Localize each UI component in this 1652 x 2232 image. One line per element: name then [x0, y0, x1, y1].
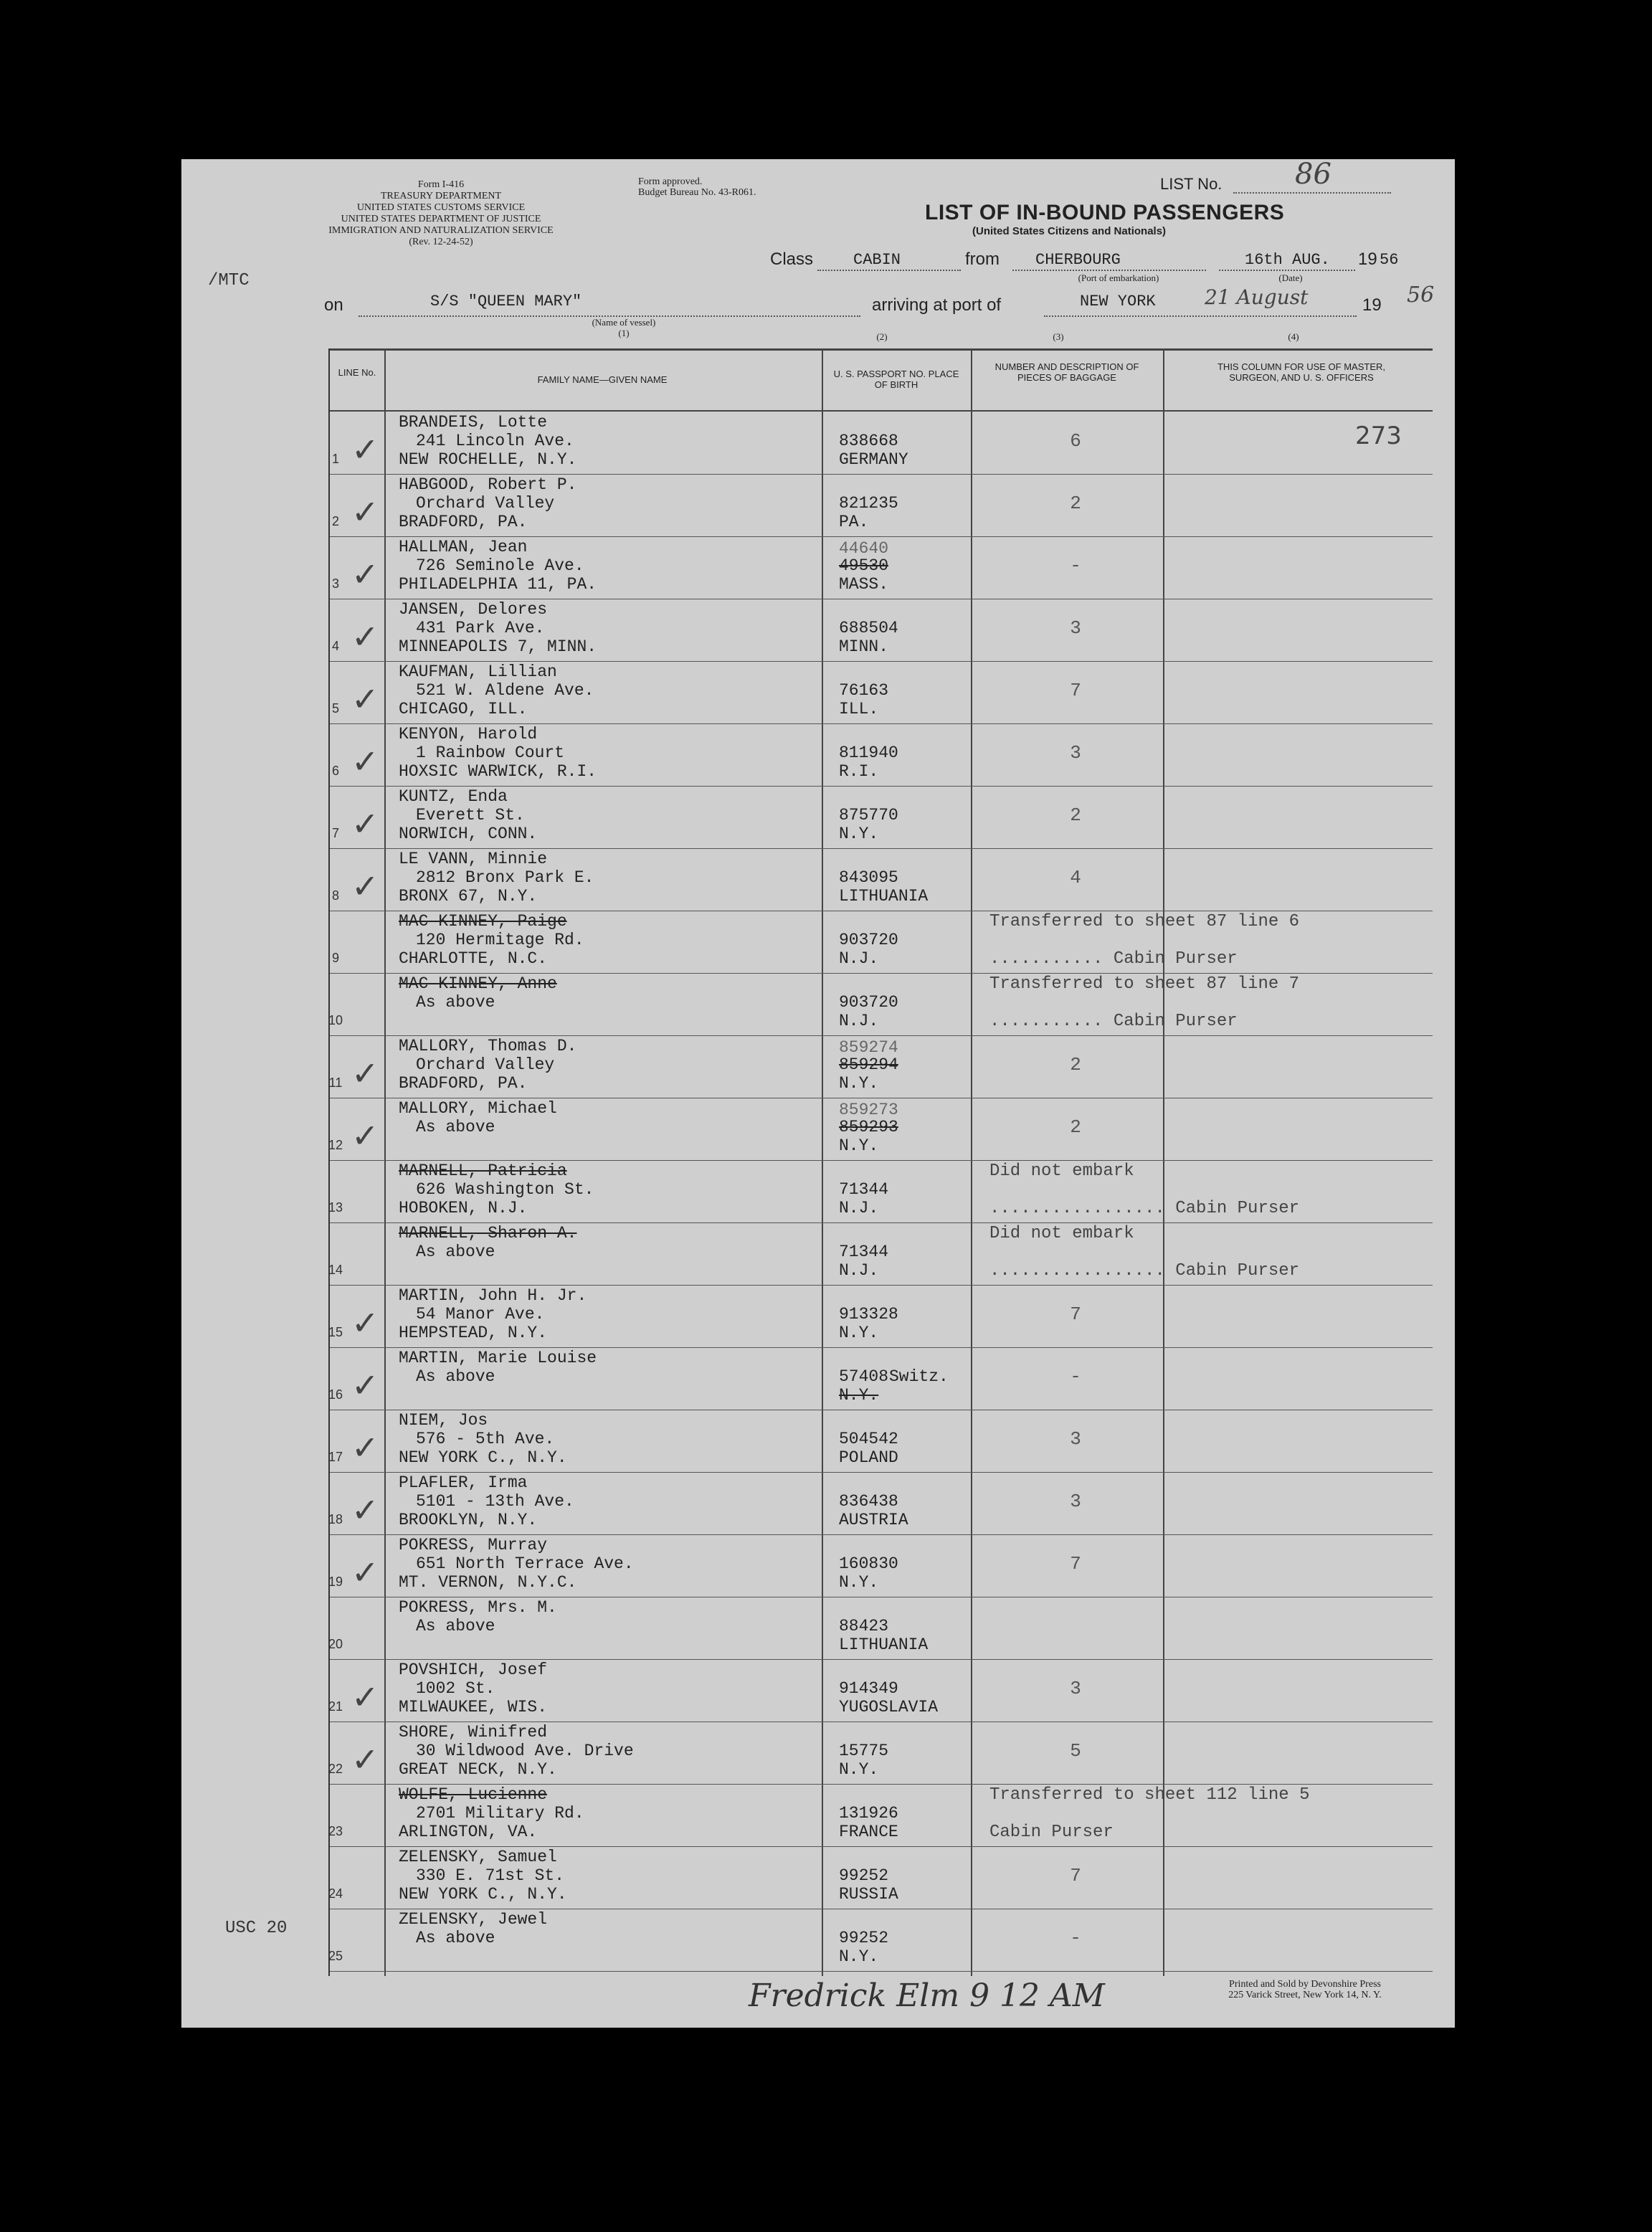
passenger-name: MALLORY, Michael [399, 1099, 557, 1118]
signature: Fredrick Elm 9 12 AM [749, 1977, 1105, 2014]
address-line-2: NORWICH, CONN. [399, 825, 538, 843]
passenger-name: MARNELL, Patricia [399, 1162, 567, 1180]
address-line-1: 431 Park Ave. [416, 619, 545, 637]
passenger-table [328, 348, 1433, 1976]
address-line-2: NEW ROCHELLE, N.Y. [399, 450, 577, 469]
class-label: Class [770, 250, 814, 269]
passport-number: 811940 [839, 744, 898, 762]
passport-number: 838668 [839, 432, 898, 450]
form-approved: Form approved. [638, 176, 703, 187]
printer-address: 225 Varick Street, New York 14, N. Y. [1228, 1990, 1382, 2000]
address-line-1: 521 W. Aldene Ave. [416, 681, 594, 700]
class-underline [817, 270, 961, 271]
address-line-2: MILWAUKEE, WIS. [399, 1698, 548, 1716]
place-of-birth: N.Y. [839, 1324, 879, 1342]
address-line-1: Orchard Valley [416, 494, 555, 513]
passport-number: 71344 [839, 1243, 889, 1261]
address-line-2: BRADFORD, PA. [399, 513, 528, 531]
passport-number: 99252 [839, 1929, 889, 1947]
table-row [330, 723, 1433, 787]
address-line-2: NEW YORK C., N.Y. [399, 1448, 567, 1467]
passport-number: 859274 [839, 1038, 898, 1057]
printer-imprint [1162, 1979, 1448, 2000]
baggage-count: 3 [1070, 617, 1081, 639]
line-number: 7 [331, 826, 339, 840]
place-of-birth: N.Y. [839, 1136, 879, 1155]
check-mark-icon: ✓ [351, 1491, 379, 1529]
baggage-count: 7 [1070, 680, 1081, 701]
baggage-count: 7 [1070, 1303, 1081, 1325]
passenger-name: KENYON, Harold [399, 725, 538, 744]
line-number: 22 [328, 1762, 343, 1776]
place-of-birth: N.Y. [839, 1947, 879, 1966]
purser-note: Transferred to sheet 112 line 5 [989, 1785, 1310, 1805]
place-of-birth: ILL. [839, 700, 879, 718]
place-of-birth: PA. [839, 513, 869, 531]
line-number: 15 [328, 1325, 343, 1339]
arrival-year-prefix: 19 [1362, 295, 1382, 315]
arriving-label: arriving at port of [872, 295, 1002, 315]
check-mark-icon: ✓ [351, 1054, 379, 1093]
place-of-birth: FRANCE [839, 1823, 898, 1841]
passenger-name: POVSHICH, Josef [399, 1661, 548, 1679]
baggage-count: 5 [1070, 1740, 1081, 1762]
address-line-1: As above [416, 993, 495, 1012]
purser-note-signoff: ................. Cabin Purser [989, 1261, 1300, 1281]
passport-number: 160830 [839, 1554, 898, 1573]
table-row [330, 1534, 1433, 1597]
vessel-value: S/S "QUEEN MARY" [430, 293, 582, 310]
passport-number: 688504 [839, 619, 898, 637]
table-row [330, 1597, 1433, 1660]
table-row [330, 661, 1433, 724]
check-mark-icon: ✓ [351, 804, 379, 843]
address-line-2: GREAT NECK, N.Y. [399, 1760, 557, 1779]
line-number: 2 [331, 514, 339, 528]
address-line-2: CHARLOTTE, N.C. [399, 949, 548, 968]
address-line-1: 626 Washington St. [416, 1180, 594, 1199]
passenger-name: HALLMAN, Jean [399, 538, 528, 556]
address-line-1: 241 Lincoln Ave. [416, 432, 574, 450]
place-of-birth: N.J. [839, 949, 879, 968]
address-line-2: HOBOKEN, N.J. [399, 1199, 528, 1217]
table-row [330, 848, 1433, 911]
line-number: 16 [328, 1387, 343, 1402]
purser-note-signoff: ........... Cabin Purser [989, 949, 1238, 969]
line-number: 8 [331, 888, 339, 903]
line-number: 6 [331, 764, 339, 778]
purser-note-signoff: ........... Cabin Purser [989, 1012, 1238, 1031]
line-number: 4 [331, 639, 339, 653]
table-top-rule [330, 348, 1433, 351]
table-row [330, 1846, 1433, 1909]
address-line-2: BRONX 67, N.Y. [399, 887, 538, 906]
date-underline [1219, 270, 1355, 271]
column-number-1: (1) [618, 328, 630, 338]
place-of-birth: R.I. [839, 762, 879, 781]
passenger-name: POKRESS, Mrs. M. [399, 1598, 557, 1617]
address-line-1: 30 Wildwood Ave. Drive [416, 1742, 634, 1760]
column-number-2: (2) [876, 331, 888, 342]
treasury-department: TREASURY DEPARTMENT [380, 191, 502, 201]
address-line-1: 2812 Bronx Park E. [416, 868, 594, 887]
passenger-name: JANSEN, Delores [399, 600, 548, 619]
table-row [330, 1098, 1433, 1161]
vessel-caption-text: (Name of vessel) [592, 317, 656, 328]
check-mark-icon: ✓ [351, 742, 379, 781]
baggage-count: - [1070, 1927, 1081, 1949]
passport-number: 71344 [839, 1180, 889, 1199]
passenger-name: ZELENSKY, Samuel [399, 1848, 557, 1866]
table-row [330, 1659, 1433, 1722]
check-mark-icon: ✓ [351, 1428, 379, 1467]
address-line-1: Orchard Valley [416, 1055, 555, 1074]
baggage-count: 7 [1070, 1553, 1081, 1575]
baggage-count: 4 [1070, 867, 1081, 888]
passport-number: 88423 [839, 1617, 889, 1635]
check-mark-icon: ✓ [351, 1303, 379, 1342]
line-number: 13 [328, 1200, 343, 1215]
port-value: NEW YORK [1080, 293, 1156, 310]
address-line-1: 2701 Military Rd. [416, 1804, 584, 1823]
table-row [330, 911, 1433, 974]
place-of-birth: N.J. [839, 1261, 879, 1280]
passport-number-struck: 859294 [839, 1055, 898, 1074]
baggage-count: 7 [1070, 1865, 1081, 1886]
purser-note: Did not embark [989, 1162, 1134, 1181]
budget-bureau-no: Budget Bureau No. 43-R061. [638, 187, 756, 198]
form-title: LIST OF IN-BOUND PASSENGERS [925, 201, 1285, 224]
passport-number: 913328 [839, 1305, 898, 1324]
form-block [323, 179, 559, 248]
passenger-name: KUNTZ, Enda [399, 787, 508, 806]
table-row [330, 1410, 1433, 1473]
passenger-name: ZELENSKY, Jewel [399, 1910, 548, 1929]
passenger-name: MALLORY, Thomas D. [399, 1037, 577, 1055]
vessel-caption [574, 317, 674, 338]
table-row [330, 474, 1433, 537]
from-caption: (Port of embarkation) [1078, 272, 1159, 283]
table-row [330, 1035, 1433, 1098]
address-line-2: ARLINGTON, VA. [399, 1823, 538, 1841]
line-number: 19 [328, 1575, 343, 1589]
officer-count: 273 [1355, 422, 1402, 450]
address-line-1: As above [416, 1118, 495, 1136]
passenger-name: WOLFE, Lucienne [399, 1785, 548, 1804]
from-underline [1012, 270, 1206, 271]
line-number: 21 [328, 1699, 343, 1714]
passenger-name: NIEM, Jos [399, 1411, 488, 1430]
passport-number: 44640 [839, 539, 889, 558]
passport-number-struck: 859293 [839, 1118, 898, 1136]
address-line-2: MT. VERNON, N.Y.C. [399, 1573, 577, 1592]
baggage-count: 3 [1070, 1678, 1081, 1699]
passenger-name: HABGOOD, Robert P. [399, 475, 577, 494]
date-caption: (Date) [1278, 272, 1303, 283]
year-prefix: 19 [1358, 250, 1377, 269]
address-line-1: 726 Seminole Ave. [416, 556, 584, 575]
check-mark-icon: ✓ [351, 1740, 379, 1779]
baggage-count: 3 [1070, 1491, 1081, 1512]
passport-number: 836438 [839, 1492, 898, 1511]
place-of-birth: MASS. [839, 575, 889, 594]
table-row [330, 1285, 1433, 1348]
address-line-2: HOXSIC WARWICK, R.I. [399, 762, 597, 781]
passenger-name: KAUFMAN, Lillian [399, 663, 557, 681]
passport-number: 859273 [839, 1101, 898, 1119]
line-number: 14 [328, 1263, 343, 1277]
check-mark-icon: ✓ [351, 430, 379, 469]
revision-date: (Rev. 12-24-52) [409, 237, 473, 247]
address-line-1: As above [416, 1243, 495, 1261]
line-number: 25 [328, 1949, 343, 1963]
printer-name: Printed and Sold by Devonshire Press [1229, 1979, 1381, 1990]
list-no-value: 86 [1295, 158, 1331, 191]
passport-number: 57408 [839, 1367, 889, 1386]
line-number: 23 [328, 1824, 343, 1838]
passenger-name: MARTIN, John H. Jr. [399, 1286, 587, 1305]
address-line-1: 1 Rainbow Court [416, 744, 565, 762]
place-of-birth: LITHUANIA [839, 887, 929, 906]
line-number: 20 [328, 1637, 343, 1651]
purser-note: Transferred to sheet 87 line 7 [989, 974, 1300, 994]
address-line-2: MINNEAPOLIS 7, MINN. [399, 637, 597, 656]
passenger-name: LE VANN, Minnie [399, 850, 548, 868]
place-of-birth: N.J. [839, 1199, 879, 1217]
address-line-1: As above [416, 1617, 495, 1635]
table-row [330, 1222, 1433, 1286]
table-row [330, 1160, 1433, 1223]
from-value: CHERBOURG [1035, 251, 1121, 269]
on-label: on [324, 295, 343, 315]
passport-number-struck: 49530 [839, 556, 889, 575]
address-line-2: PHILADELPHIA 11, PA. [399, 575, 597, 594]
place-of-birth: N.Y. [839, 825, 879, 843]
department-of-justice: UNITED STATES DEPARTMENT OF JUSTICE [341, 214, 541, 224]
address-line-1: Everett St. [416, 806, 525, 825]
address-line-2: HEMPSTEAD, N.Y. [399, 1324, 548, 1342]
passenger-name: POKRESS, Murray [399, 1536, 548, 1554]
column-number-3: (3) [1053, 331, 1064, 342]
baggage-count: 6 [1070, 430, 1081, 452]
passport-number: 821235 [839, 494, 898, 513]
line-number: 11 [328, 1075, 343, 1090]
address-line-2: BRADFORD, PA. [399, 1074, 528, 1093]
place-of-birth: N.J. [839, 1012, 879, 1030]
col-header-baggage: NUMBER AND DESCRIPTION OF PIECES OF BAGGAGE [994, 361, 1139, 383]
check-mark-icon: ✓ [351, 1366, 379, 1405]
baggage-count: 2 [1070, 493, 1081, 514]
place-of-birth: LITHUANIA [839, 1635, 929, 1654]
purser-note-signoff: Cabin Purser [989, 1823, 1114, 1842]
check-mark-icon: ✓ [351, 493, 379, 531]
bottom-margin-code: USC 20 [225, 1919, 288, 1938]
check-mark-icon: ✓ [351, 555, 379, 594]
purser-note-signoff: ................. Cabin Purser [989, 1199, 1300, 1218]
line-number: 10 [328, 1013, 343, 1027]
address-line-1: 5101 - 13th Ave. [416, 1492, 574, 1511]
year-suffix: 56 [1380, 251, 1399, 269]
passport-number: 914349 [839, 1679, 898, 1698]
passenger-name: PLAFLER, Irma [399, 1473, 528, 1492]
address-line-1: 651 North Terrace Ave. [416, 1554, 634, 1573]
from-label: from [965, 250, 1000, 269]
place-of-birth: GERMANY [839, 450, 908, 469]
place-of-birth-struck: N.Y. [839, 1386, 879, 1405]
purser-note: Transferred to sheet 87 line 6 [989, 912, 1300, 931]
address-line-2: CHICAGO, ILL. [399, 700, 528, 718]
line-number: 3 [331, 576, 339, 591]
address-line-2: NEW YORK C., N.Y. [399, 1885, 567, 1904]
address-line-2: BROOKLYN, N.Y. [399, 1511, 538, 1529]
left-margin-code: /MTC [208, 271, 250, 290]
baggage-count: - [1070, 555, 1081, 576]
baggage-count: 3 [1070, 742, 1081, 764]
baggage-count: 2 [1070, 804, 1081, 826]
immigration-service: IMMIGRATION AND NATURALIZATION SERVICE [328, 225, 554, 236]
arrival-date: 21 August [1205, 285, 1309, 309]
port-underline [1044, 315, 1357, 317]
passport-number: 903720 [839, 931, 898, 949]
passenger-name: SHORE, Winifred [399, 1723, 548, 1742]
check-mark-icon: ✓ [351, 1678, 379, 1716]
place-of-birth: POLAND [839, 1448, 898, 1467]
passport-number: 875770 [839, 806, 898, 825]
col-header-passport: U. S. PASSPORT NO. PLACE OF BIRTH [833, 369, 959, 390]
customs-service: UNITED STATES CUSTOMS SERVICE [356, 202, 526, 213]
place-of-birth: Switz. [889, 1367, 949, 1386]
approval-block [638, 176, 782, 198]
passenger-name: MAC KINNEY, Anne [399, 974, 557, 993]
place-of-birth: N.Y. [839, 1074, 879, 1093]
purser-note: Did not embark [989, 1224, 1134, 1243]
address-line-1: 576 - 5th Ave. [416, 1430, 555, 1448]
baggage-count: - [1070, 1366, 1081, 1387]
line-number: 12 [328, 1138, 343, 1152]
col-header-name: FAMILY NAME—GIVEN NAME [537, 374, 668, 385]
list-no-underline [1233, 192, 1391, 194]
address-line-1: 120 Hermitage Rd. [416, 931, 584, 949]
table-row [330, 1347, 1433, 1410]
table-row [330, 1909, 1433, 1972]
table-row [330, 973, 1433, 1036]
form-number: Form I-416 [417, 179, 465, 190]
line-number: 9 [331, 951, 339, 965]
address-line-1: 54 Manor Ave. [416, 1305, 545, 1324]
place-of-birth: AUSTRIA [839, 1511, 908, 1529]
class-value: CABIN [853, 251, 901, 269]
list-no-label: LIST No. [1160, 175, 1223, 193]
passport-number: 15775 [839, 1742, 889, 1760]
passenger-name: MARNELL, Sharon A. [399, 1224, 577, 1243]
passport-number: 131926 [839, 1804, 898, 1823]
date-value: 16th AUG. [1245, 251, 1330, 269]
baggage-count: 2 [1070, 1116, 1081, 1138]
line-number: 5 [331, 701, 339, 716]
baggage-count: 2 [1070, 1054, 1081, 1075]
place-of-birth: YUGOSLAVIA [839, 1698, 939, 1716]
passport-number: 504542 [839, 1430, 898, 1448]
column-number-4: (4) [1288, 331, 1299, 342]
address-line-1: 330 E. 71st St. [416, 1866, 565, 1885]
table-row [330, 786, 1433, 849]
arrival-year-suffix: 56 [1407, 282, 1435, 308]
place-of-birth: N.Y. [839, 1760, 879, 1779]
check-mark-icon: ✓ [351, 867, 379, 906]
passport-number: 843095 [839, 868, 898, 887]
table-row [330, 1784, 1433, 1847]
check-mark-icon: ✓ [351, 617, 379, 656]
check-mark-icon: ✓ [351, 1116, 379, 1155]
address-line-1: As above [416, 1367, 495, 1386]
passenger-name: BRANDEIS, Lotte [399, 413, 548, 432]
baggage-count: 3 [1070, 1428, 1081, 1450]
line-number: 24 [328, 1886, 343, 1901]
line-number: 18 [328, 1512, 343, 1526]
passport-number: 99252 [839, 1866, 889, 1885]
check-mark-icon: ✓ [351, 1553, 379, 1592]
line-number: 1 [331, 452, 339, 466]
col-header-officers: THIS COLUMN FOR USE OF MASTER, SURGEON, AND U. S. OFFICERS [1217, 361, 1385, 383]
address-line-1: As above [416, 1929, 495, 1947]
address-line-1: 1002 St. [416, 1679, 495, 1698]
passport-number: 903720 [839, 993, 898, 1012]
table-row [330, 412, 1433, 475]
line-number: 17 [328, 1450, 343, 1464]
check-mark-icon: ✓ [351, 680, 379, 718]
passport-number: 76163 [839, 681, 889, 700]
place-of-birth: N.Y. [839, 1573, 879, 1592]
passenger-name: MAC KINNEY, Paige [399, 912, 567, 931]
form-subtitle: (United States Citizens and Nationals) [972, 225, 1167, 237]
place-of-birth: RUSSIA [839, 1885, 898, 1904]
place-of-birth: MINN. [839, 637, 889, 656]
table-row [330, 599, 1433, 662]
col-header-line-no: LINE No. [338, 367, 376, 378]
table-row [330, 1472, 1433, 1535]
table-row [330, 1722, 1433, 1785]
table-row [330, 536, 1433, 599]
passenger-name: MARTIN, Marie Louise [399, 1349, 597, 1367]
